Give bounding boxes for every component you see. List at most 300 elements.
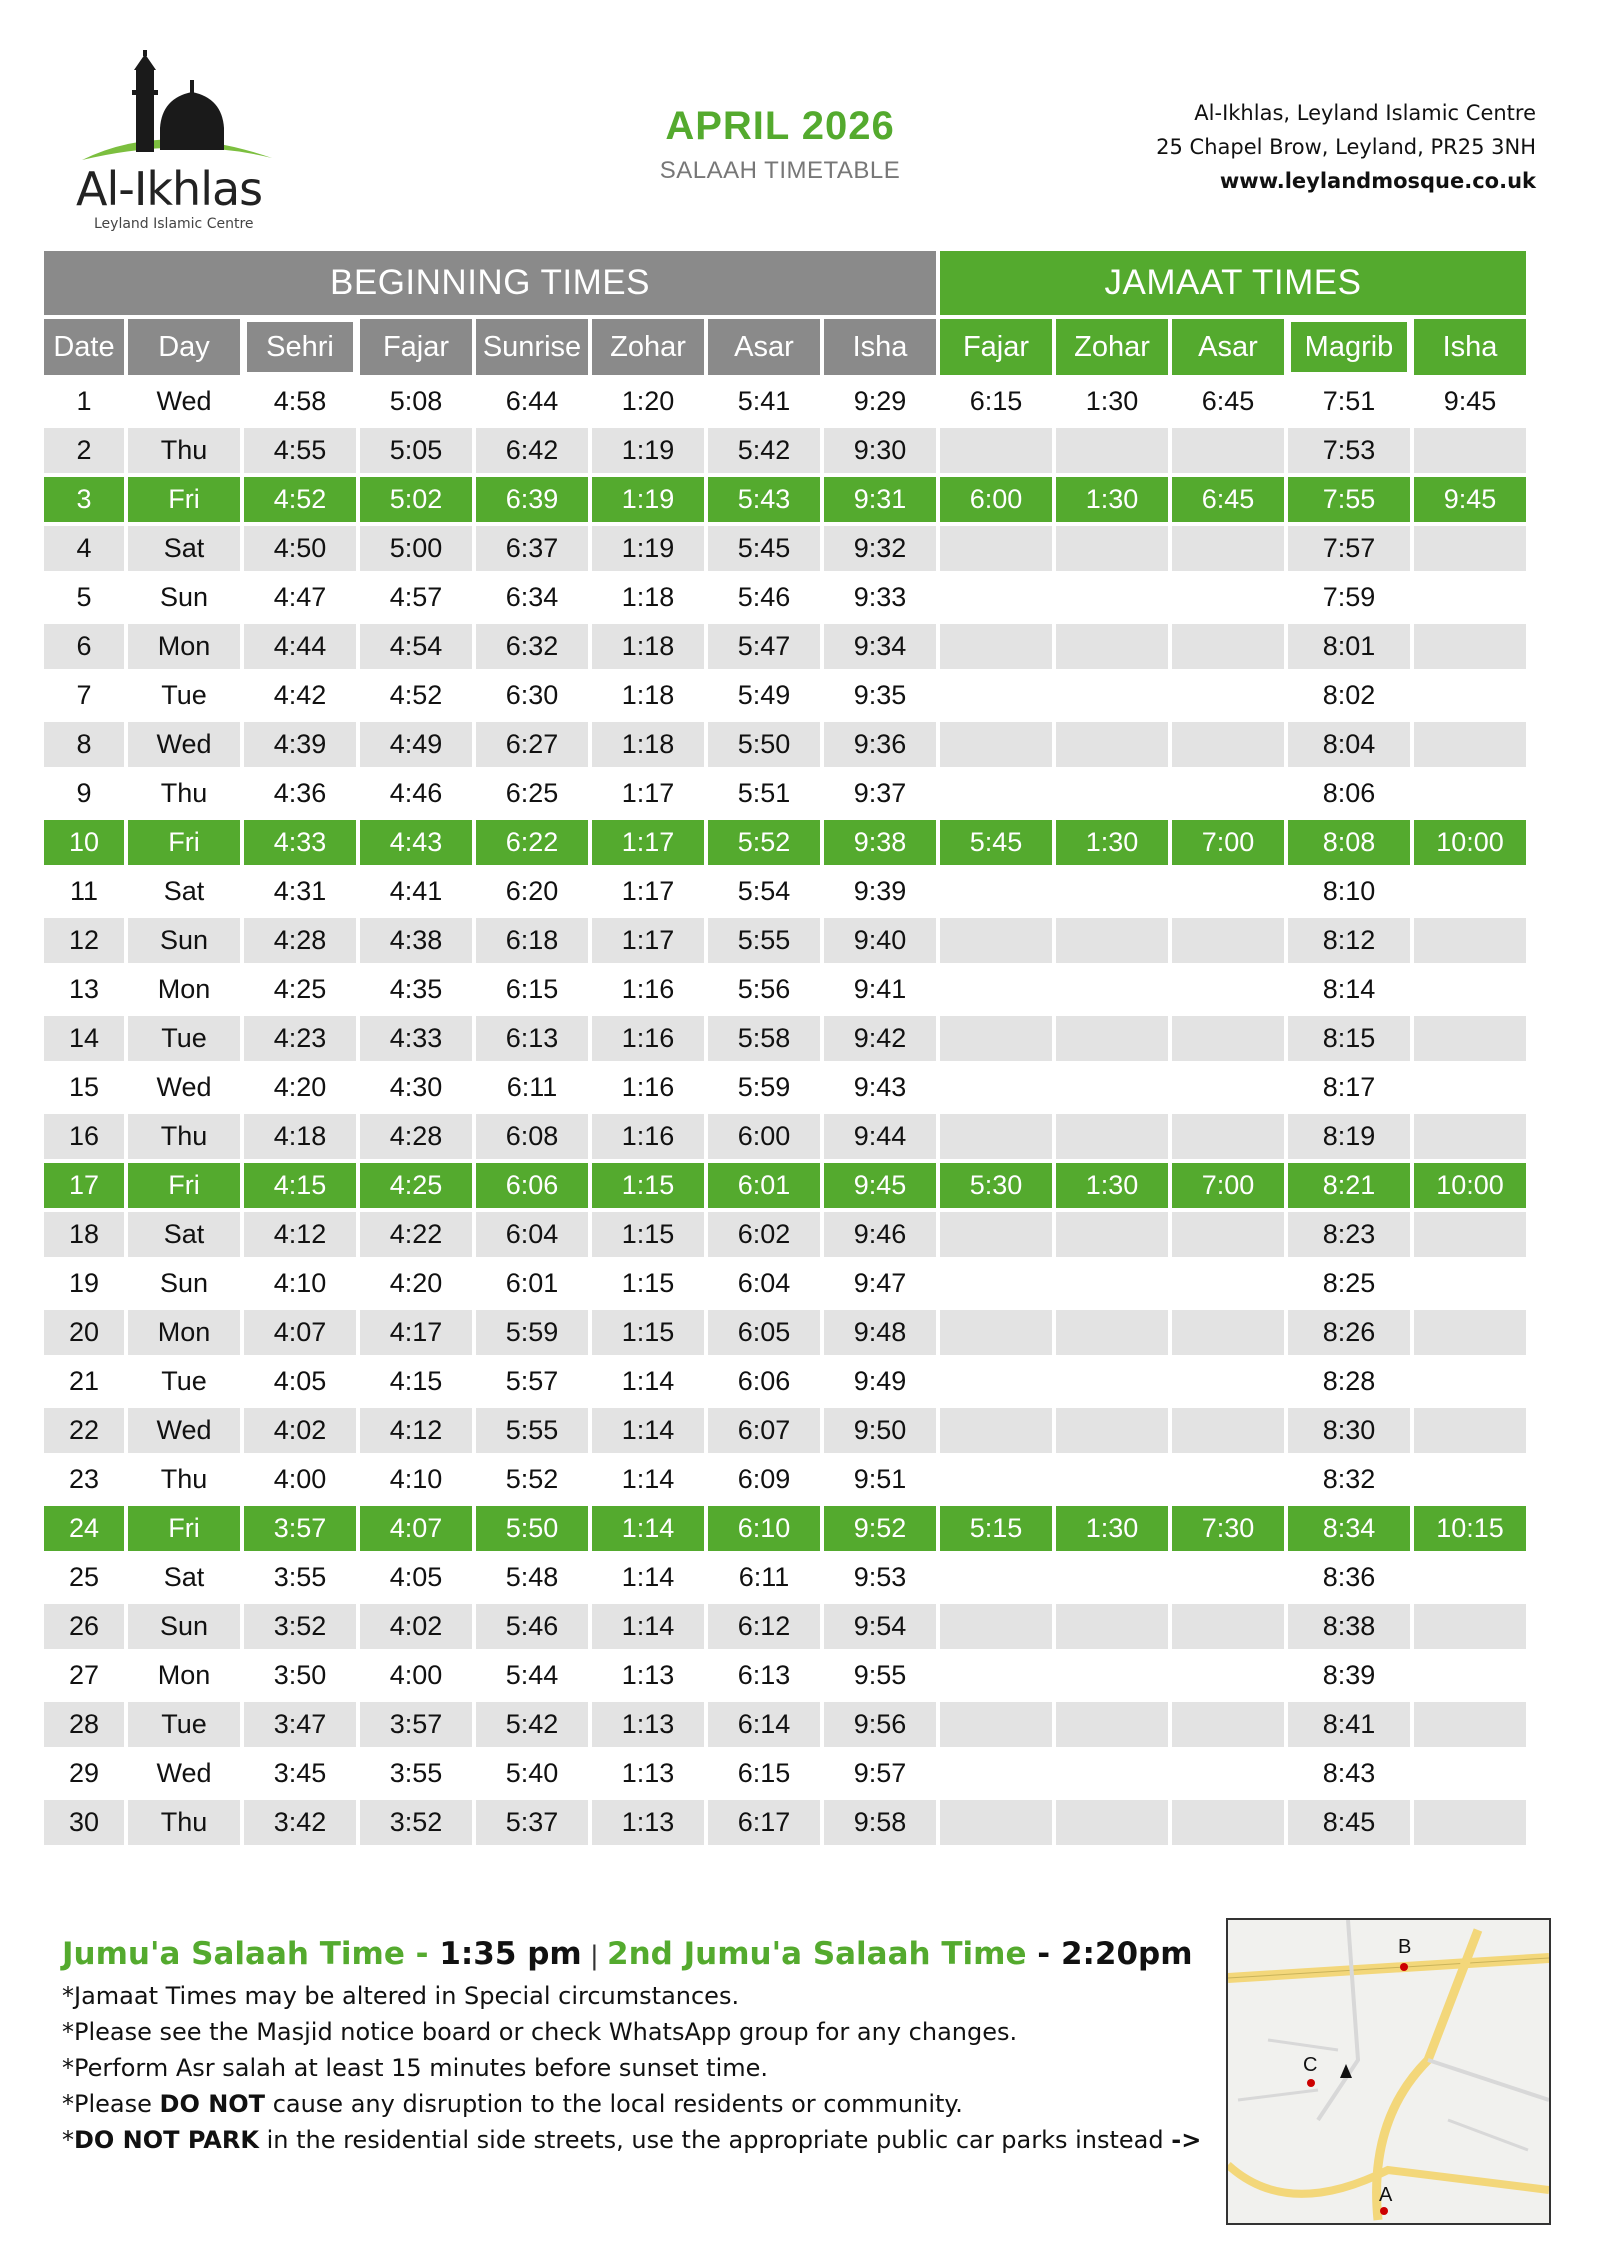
table-cell	[1172, 869, 1284, 914]
table-cell	[940, 1604, 1052, 1649]
table-cell: 6:13	[476, 1016, 588, 1061]
table-cell: 4:25	[360, 1163, 472, 1208]
table-cell: 5:55	[476, 1408, 588, 1453]
table-cell: 4:41	[360, 869, 472, 914]
table-cell	[940, 1310, 1052, 1355]
table-cell: 4:18	[244, 1114, 356, 1159]
table-cell: 8:45	[1288, 1800, 1410, 1845]
table-cell	[1172, 1653, 1284, 1698]
table-cell: Wed	[128, 1751, 240, 1796]
table-cell	[1056, 1212, 1168, 1257]
table-cell	[1172, 1604, 1284, 1649]
table-cell: 3:57	[244, 1506, 356, 1551]
table-row	[44, 918, 1526, 963]
table-cell: 9:42	[824, 1016, 936, 1061]
note-text: *Please	[62, 2090, 160, 2118]
table-cell: 5:40	[476, 1751, 588, 1796]
table-cell: 27	[44, 1653, 124, 1698]
logo	[72, 50, 292, 240]
table-cell: 1:16	[592, 1114, 704, 1159]
table-row	[44, 428, 1526, 473]
table-cell: 8:12	[1288, 918, 1410, 963]
table-row	[44, 1359, 1526, 1404]
table-cell: 1:30	[1056, 379, 1168, 424]
table-cell: 4:20	[360, 1261, 472, 1306]
table-cell: 1:18	[592, 722, 704, 767]
table-cell	[1414, 1457, 1526, 1502]
table-cell: Fri	[128, 1163, 240, 1208]
table-cell: 8:34	[1288, 1506, 1410, 1551]
table-cell: 5:37	[476, 1800, 588, 1845]
table-cell: 9:56	[824, 1702, 936, 1747]
table-cell: 4:47	[244, 575, 356, 620]
table-row	[44, 1212, 1526, 1257]
table-cell: 9:40	[824, 918, 936, 963]
logo-name: Al-Ikhlas	[76, 162, 263, 216]
table-cell: 3:55	[360, 1751, 472, 1796]
table-cell: 4:00	[244, 1457, 356, 1502]
table-cell	[1414, 771, 1526, 816]
table-cell: 1:15	[592, 1212, 704, 1257]
table-cell: 7:00	[1172, 820, 1284, 865]
note-text: *Jamaat Times may be altered in Special circumstances.	[62, 1982, 740, 2010]
note-line	[62, 2122, 1202, 2158]
table-cell: 4:50	[244, 526, 356, 571]
table-cell: Tue	[128, 1016, 240, 1061]
table-cell: 5:43	[708, 477, 820, 522]
table-cell	[940, 673, 1052, 718]
table-cell: 24	[44, 1506, 124, 1551]
table-cell	[940, 526, 1052, 571]
table-row	[44, 379, 1526, 424]
column-header-begin-sehri: Sehri	[244, 319, 356, 375]
table-cell	[1414, 1702, 1526, 1747]
table-cell	[1172, 1555, 1284, 1600]
table-cell: Sun	[128, 1261, 240, 1306]
table-cell: 5:15	[940, 1506, 1052, 1551]
table-cell	[940, 918, 1052, 963]
table-cell: 8:30	[1288, 1408, 1410, 1453]
table-cell: 3:57	[360, 1702, 472, 1747]
table-cell: 12	[44, 918, 124, 963]
column-header-begin-fajar: Fajar	[360, 319, 472, 375]
table-cell: 9:37	[824, 771, 936, 816]
table-cell: 6:10	[708, 1506, 820, 1551]
table-cell: 9:51	[824, 1457, 936, 1502]
table-cell: 1:14	[592, 1604, 704, 1649]
table-cell: 1:19	[592, 526, 704, 571]
table-cell	[1056, 918, 1168, 963]
table-cell	[940, 624, 1052, 669]
table-cell	[940, 967, 1052, 1012]
table-cell: 9:43	[824, 1065, 936, 1110]
table-cell: 5:47	[708, 624, 820, 669]
table-cell: 25	[44, 1555, 124, 1600]
table-cell: Wed	[128, 722, 240, 767]
table-cell: 1:15	[592, 1310, 704, 1355]
table-cell: 4:28	[244, 918, 356, 963]
table-cell: 8:14	[1288, 967, 1410, 1012]
table-cell: 6:20	[476, 869, 588, 914]
table-cell: 4:36	[244, 771, 356, 816]
table-cell: 9:48	[824, 1310, 936, 1355]
address-line-2: 25 Chapel Brow, Leyland, PR25 3NH	[1156, 135, 1536, 159]
table-cell	[1172, 1800, 1284, 1845]
table-cell	[1414, 1065, 1526, 1110]
table-cell: 6:00	[940, 477, 1052, 522]
table-cell: 5:56	[708, 967, 820, 1012]
table-cell: 6:44	[476, 379, 588, 424]
table-cell	[1414, 1016, 1526, 1061]
table-cell	[1056, 575, 1168, 620]
table-cell: 10:00	[1414, 1163, 1526, 1208]
table-cell: 4:22	[360, 1212, 472, 1257]
table-cell	[940, 722, 1052, 767]
table-cell: 1:18	[592, 673, 704, 718]
page-title: APRIL 2026	[665, 104, 895, 148]
table-cell: 26	[44, 1604, 124, 1649]
table-cell: 1:30	[1056, 1506, 1168, 1551]
jumua-label: Jumu'a Salaah Time -	[62, 1936, 440, 1972]
table-cell: 8:15	[1288, 1016, 1410, 1061]
table-cell: Sun	[128, 1604, 240, 1649]
column-header-jamaat-isha: Isha	[1414, 319, 1526, 375]
table-cell: 6:22	[476, 820, 588, 865]
table-cell: 7:53	[1288, 428, 1410, 473]
table-cell: 6:06	[708, 1359, 820, 1404]
jamaat-times-header: JAMAAT TIMES	[940, 251, 1526, 315]
table-cell: 5:41	[708, 379, 820, 424]
table-cell	[940, 1653, 1052, 1698]
table-cell: 9:45	[824, 1163, 936, 1208]
table-cell	[1414, 1555, 1526, 1600]
table-cell: Sat	[128, 1212, 240, 1257]
table-cell	[1414, 1408, 1526, 1453]
table-cell: Sun	[128, 918, 240, 963]
table-cell	[1172, 673, 1284, 718]
table-cell: 7	[44, 673, 124, 718]
table-cell: 6:15	[708, 1751, 820, 1796]
table-cell: 1:14	[592, 1555, 704, 1600]
column-header-begin-date: Date	[44, 319, 124, 375]
table-cell: 6:32	[476, 624, 588, 669]
table-row	[44, 1016, 1526, 1061]
table-cell	[1056, 1800, 1168, 1845]
table-cell: 1:17	[592, 771, 704, 816]
table-cell: 9:32	[824, 526, 936, 571]
column-header-jamaat-zohar: Zohar	[1056, 319, 1168, 375]
table-row-friday	[44, 1506, 1526, 1551]
table-row	[44, 869, 1526, 914]
table-cell: Thu	[128, 1114, 240, 1159]
table-cell	[1056, 771, 1168, 816]
table-cell: 4:52	[244, 477, 356, 522]
map-roads-image	[1228, 1920, 1549, 2223]
table-cell	[1056, 1457, 1168, 1502]
table-cell: 9:44	[824, 1114, 936, 1159]
table-cell: 11	[44, 869, 124, 914]
table-cell: 6:11	[476, 1065, 588, 1110]
table-cell: 5:45	[940, 820, 1052, 865]
table-cell: 22	[44, 1408, 124, 1453]
jumua-times	[62, 1936, 1193, 1972]
table-row	[44, 1555, 1526, 1600]
table-cell: Sat	[128, 526, 240, 571]
table-cell	[940, 1016, 1052, 1061]
table-cell: 4:15	[244, 1163, 356, 1208]
table-cell	[940, 1114, 1052, 1159]
jumua-separator: |	[581, 1941, 608, 1971]
table-cell	[1414, 428, 1526, 473]
table-cell: 1	[44, 379, 124, 424]
table-cell: 5:57	[476, 1359, 588, 1404]
note-emphasis: ->	[1171, 2126, 1202, 2154]
table-row	[44, 1800, 1526, 1845]
table-cell: 7:57	[1288, 526, 1410, 571]
table-cell: 1:13	[592, 1653, 704, 1698]
table-cell: 6:30	[476, 673, 588, 718]
table-cell: 9:46	[824, 1212, 936, 1257]
table-cell: 5:05	[360, 428, 472, 473]
table-cell: 4:12	[244, 1212, 356, 1257]
table-cell	[1056, 1114, 1168, 1159]
table-cell: 3:50	[244, 1653, 356, 1698]
table-cell	[1172, 1310, 1284, 1355]
table-row-friday	[44, 820, 1526, 865]
jumua-time: 1:35 pm	[439, 1936, 582, 1972]
table-cell: 4:30	[360, 1065, 472, 1110]
table-cell: 8:10	[1288, 869, 1410, 914]
table-cell: 5:49	[708, 673, 820, 718]
table-cell: 9:50	[824, 1408, 936, 1453]
table-cell	[1056, 428, 1168, 473]
table-cell: Tue	[128, 1359, 240, 1404]
table-cell	[1414, 575, 1526, 620]
table-cell: 1:30	[1056, 820, 1168, 865]
table-cell: 1:30	[1056, 477, 1168, 522]
table-cell	[1172, 918, 1284, 963]
table-cell: 5:54	[708, 869, 820, 914]
table-cell	[1414, 1653, 1526, 1698]
table-cell: 6:11	[708, 1555, 820, 1600]
table-cell: Mon	[128, 1653, 240, 1698]
note-text: *	[62, 2126, 74, 2154]
note-line	[62, 1978, 1182, 2014]
table-row	[44, 1065, 1526, 1110]
location-map[interactable]	[1226, 1918, 1551, 2225]
table-cell: Mon	[128, 1310, 240, 1355]
column-header-begin-day: Day	[128, 319, 240, 375]
table-cell: 1:14	[592, 1506, 704, 1551]
table-cell	[1414, 624, 1526, 669]
table-cell	[1414, 1800, 1526, 1845]
title-block	[560, 104, 1000, 185]
table-cell	[940, 869, 1052, 914]
table-cell: 6:45	[1172, 379, 1284, 424]
table-cell	[940, 1359, 1052, 1404]
website-link[interactable]: www.leylandmosque.co.uk	[1219, 169, 1536, 193]
table-cell	[1414, 1114, 1526, 1159]
table-cell: Sat	[128, 1555, 240, 1600]
column-header-row	[44, 319, 1526, 375]
table-cell: Wed	[128, 379, 240, 424]
table-cell: 6:27	[476, 722, 588, 767]
table-cell	[1172, 1114, 1284, 1159]
table-cell: 8:01	[1288, 624, 1410, 669]
table-cell: 6:12	[708, 1604, 820, 1649]
table-cell	[940, 1065, 1052, 1110]
table-cell: Wed	[128, 1408, 240, 1453]
table-cell: 8:02	[1288, 673, 1410, 718]
column-header-begin-sunrise: Sunrise	[476, 319, 588, 375]
table-cell	[1056, 1653, 1168, 1698]
table-cell: 6:02	[708, 1212, 820, 1257]
table-cell	[1056, 624, 1168, 669]
table-cell: 8:23	[1288, 1212, 1410, 1257]
table-cell: 10:15	[1414, 1506, 1526, 1551]
table-row	[44, 1457, 1526, 1502]
table-cell	[940, 1751, 1052, 1796]
table-cell: 8:38	[1288, 1604, 1410, 1649]
table-cell	[1056, 1359, 1168, 1404]
jumua2-label: 2nd Jumu'a Salaah Time	[607, 1936, 1027, 1972]
table-row	[44, 722, 1526, 767]
table-cell: 6:15	[940, 379, 1052, 424]
table-row	[44, 673, 1526, 718]
table-cell: 4:02	[244, 1408, 356, 1453]
table-cell: 5	[44, 575, 124, 620]
table-cell: 20	[44, 1310, 124, 1355]
table-cell: Tue	[128, 1702, 240, 1747]
table-cell	[1056, 1310, 1168, 1355]
column-header-jamaat-fajar: Fajar	[940, 319, 1052, 375]
table-cell: Thu	[128, 771, 240, 816]
table-cell: 9:54	[824, 1604, 936, 1649]
note-text: *Please see the Masjid notice board or check WhatsApp group for any changes.	[62, 2018, 1018, 2046]
note-line	[62, 2014, 1182, 2050]
table-cell	[1414, 1261, 1526, 1306]
table-cell: 4:58	[244, 379, 356, 424]
table-cell: 2	[44, 428, 124, 473]
table-cell: 6:14	[708, 1702, 820, 1747]
table-cell: Mon	[128, 624, 240, 669]
table-cell: 1:15	[592, 1261, 704, 1306]
table-cell: 6:01	[476, 1261, 588, 1306]
column-header-begin-isha: Isha	[824, 319, 936, 375]
table-cell	[1414, 869, 1526, 914]
note-text: *Perform Asr salah at least 15 minutes before sunset time.	[62, 2054, 769, 2082]
table-cell: 5:08	[360, 379, 472, 424]
table-cell: 9:31	[824, 477, 936, 522]
table-cell: 9:49	[824, 1359, 936, 1404]
table-cell: 5:45	[708, 526, 820, 571]
table-cell: 6:07	[708, 1408, 820, 1453]
table-cell: 3:52	[360, 1800, 472, 1845]
table-cell: 3:55	[244, 1555, 356, 1600]
table-cell: 9:45	[1414, 379, 1526, 424]
table-cell	[1056, 1555, 1168, 1600]
table-cell: 6:39	[476, 477, 588, 522]
column-header-jamaat-magrib: Magrib	[1288, 319, 1410, 375]
table-cell	[1172, 1212, 1284, 1257]
table-cell: 8:43	[1288, 1751, 1410, 1796]
table-cell: 6:34	[476, 575, 588, 620]
table-cell: 4:31	[244, 869, 356, 914]
table-cell: 6:17	[708, 1800, 820, 1845]
table-row	[44, 967, 1526, 1012]
address-block	[1156, 96, 1536, 198]
table-row	[44, 575, 1526, 620]
table-cell: 6:04	[476, 1212, 588, 1257]
table-cell: 8	[44, 722, 124, 767]
table-cell: 4:55	[244, 428, 356, 473]
table-cell: 9:39	[824, 869, 936, 914]
table-cell: 1:18	[592, 575, 704, 620]
table-cell: 4:05	[244, 1359, 356, 1404]
table-cell: 5:44	[476, 1653, 588, 1698]
table-cell: 8:36	[1288, 1555, 1410, 1600]
table-cell	[940, 1555, 1052, 1600]
table-cell: 4:33	[360, 1016, 472, 1061]
table-cell	[1056, 1065, 1168, 1110]
jumua2-time: 2:20pm	[1060, 1936, 1193, 1972]
table-cell: 19	[44, 1261, 124, 1306]
address-line-1: Al-Ikhlas, Leyland Islamic Centre	[1194, 101, 1536, 125]
table-cell: 6:08	[476, 1114, 588, 1159]
table-cell: 7:55	[1288, 477, 1410, 522]
table-cell: 7:51	[1288, 379, 1410, 424]
table-cell: 6:09	[708, 1457, 820, 1502]
table-cell: 8:32	[1288, 1457, 1410, 1502]
table-cell: 9:47	[824, 1261, 936, 1306]
table-cell	[1056, 1408, 1168, 1453]
table-cell: 9:57	[824, 1751, 936, 1796]
table-cell: 4:33	[244, 820, 356, 865]
table-cell: 9:38	[824, 820, 936, 865]
map-marker-c: C	[1303, 2054, 1318, 2076]
table-cell: 5:00	[360, 526, 472, 571]
table-cell	[1172, 1261, 1284, 1306]
table-cell: 1:16	[592, 1016, 704, 1061]
table-cell: 3:42	[244, 1800, 356, 1845]
table-cell: Sat	[128, 869, 240, 914]
table-cell: 10:00	[1414, 820, 1526, 865]
table-cell: 21	[44, 1359, 124, 1404]
table-cell: 4:23	[244, 1016, 356, 1061]
table-cell: 4:12	[360, 1408, 472, 1453]
table-cell: 5:46	[708, 575, 820, 620]
table-cell	[940, 1457, 1052, 1502]
table-cell	[1414, 1751, 1526, 1796]
table-cell: 4:07	[360, 1506, 472, 1551]
table-cell: 17	[44, 1163, 124, 1208]
table-row-friday	[44, 477, 1526, 522]
mosque-logo-icon	[72, 50, 292, 170]
table-cell: 4:02	[360, 1604, 472, 1649]
table-cell: 4:17	[360, 1310, 472, 1355]
table-cell: 5:52	[476, 1457, 588, 1502]
table-cell: 4:00	[360, 1653, 472, 1698]
table-cell: 4:05	[360, 1555, 472, 1600]
table-cell	[1172, 1457, 1284, 1502]
table-cell: 5:46	[476, 1604, 588, 1649]
table-cell: Thu	[128, 428, 240, 473]
table-cell: 18	[44, 1212, 124, 1257]
logo-subtitle: Leyland Islamic Centre	[94, 216, 254, 232]
table-cell: 6:37	[476, 526, 588, 571]
table-cell: Thu	[128, 1457, 240, 1502]
table-cell: 1:13	[592, 1751, 704, 1796]
